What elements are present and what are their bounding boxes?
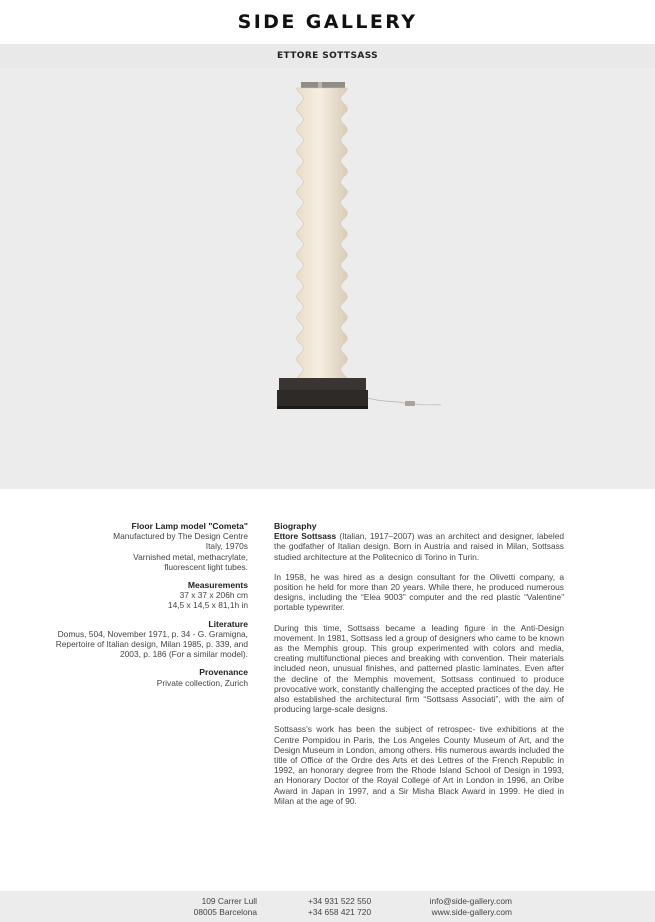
lamp-shade xyxy=(297,88,348,380)
lamp-base-top xyxy=(279,378,366,392)
object-description xyxy=(20,521,248,572)
object-details xyxy=(20,521,248,696)
footer-contact xyxy=(410,896,512,918)
email-link[interactable]: info@side-gallery.com xyxy=(429,896,512,906)
artist-name: ETTORE SOTTSASS xyxy=(276,51,379,61)
phone-link[interactable]: +34 931 522 550 xyxy=(308,896,372,906)
artist-bio-name: Ettore Sottsass xyxy=(274,531,337,542)
literature-line: 2003, p. 186 (For a similar model). xyxy=(119,649,248,660)
lamp-base xyxy=(277,390,368,408)
biography-paragraph: During this time, Sottsass became a leading figure in the Anti-Design movement. In 1981, Sottsass led a group of designers who came to be known as the Memphis group. This group experimented with colors and media, creating multifunctional pieces and breaking with convention. Their materials included neon, unusual finishes, and patterned plastic laminates. Even after the decline of the Memphis movement, Sottsass continued to produce provocative work, constantly challenging the accepted practices of the day. He also established the architectural firm “Sottsass Associati”, with the aim of producing large-scale designs. xyxy=(274,622,564,715)
lamp-switch xyxy=(405,401,415,406)
object-line: Varnished metal, methacrylate, xyxy=(133,551,248,562)
provenance-heading: Provenance xyxy=(199,667,248,678)
biography-paragraph: In 1958, he was hired as a design consultant for the Olivetti company, a position he held for more than 20 years. While there, he produced numerous designs, including the “Elea 9003” computer and the red plastic “Valentine” portable typewriter. xyxy=(274,571,564,613)
artist-bar xyxy=(0,44,655,68)
literature-section xyxy=(20,619,248,660)
footer xyxy=(0,891,655,922)
measurement-line: 37 x 37 x 206h cm xyxy=(179,590,248,601)
biography-paragraph: Ettore Sottsass (Italian, 1917–2007) was an architect and designer, labeled the godfather of Italian design. Born in Austria and raised in Milan, Sottsass studied architecture at the Politecnico di Torino in Turin. xyxy=(274,531,565,562)
gallery-logo[interactable]: SIDE GALLERY xyxy=(237,11,418,33)
provenance-line: Private collection, Zurich xyxy=(156,677,248,688)
object-line: Italy, 1970s xyxy=(205,541,248,552)
object-line: Manufactured by The Design Centre xyxy=(113,531,248,542)
footer-address xyxy=(150,896,257,918)
address-line: 08005 Barcelona xyxy=(193,907,257,917)
biography-heading: Biography xyxy=(274,521,317,531)
measurements-section xyxy=(20,580,248,611)
measurement-line: 14,5 x 14,5 x 81,1h in xyxy=(167,600,248,611)
floor-lamp-image xyxy=(0,68,655,489)
biography-paragraph: Sottsass's work has been the subject of retrospec- tive exhibitions at the Centre Pompidou in Paris, the Los Angeles County Museum of Art, and the Design Museum in London, among others. His numerous awards included the title of Office of the Ordre des Arts et des Lettres of the French Republic in 1992, an honorary degree from the Rhode Island School of Design in 1993, an Honorary Doctor of the Royal College of Art in London in 1996, an Oribe Award in Japan in 1997, and a Sir Misha Black Award in 1999. He died in Milan at the age of 90. xyxy=(274,724,564,806)
product-photo xyxy=(0,68,655,489)
biography-section xyxy=(274,521,564,816)
footer-phones xyxy=(308,896,398,918)
address-line: 109 Carrer Lull xyxy=(201,896,257,906)
literature-line: Repertoire of Italian design, Milan 1985, p. 339, and xyxy=(55,639,248,650)
phone-link[interactable]: +34 658 421 720 xyxy=(308,907,372,917)
measurements-heading: Measurements xyxy=(187,580,248,591)
lamp-top-frame xyxy=(301,82,345,88)
header xyxy=(0,0,655,44)
object-title: Floor Lamp model "Cometa" xyxy=(131,521,248,531)
provenance-section xyxy=(20,667,248,687)
literature-heading: Literature xyxy=(208,618,248,629)
website-link[interactable]: www.side-gallery.com xyxy=(431,907,512,917)
literature-line: Domus, 504, November 1971, p. 34 - G. Gramigna, xyxy=(57,628,248,639)
lamp-cable xyxy=(368,398,408,404)
object-line: fluorescent light tubes. xyxy=(164,561,248,572)
